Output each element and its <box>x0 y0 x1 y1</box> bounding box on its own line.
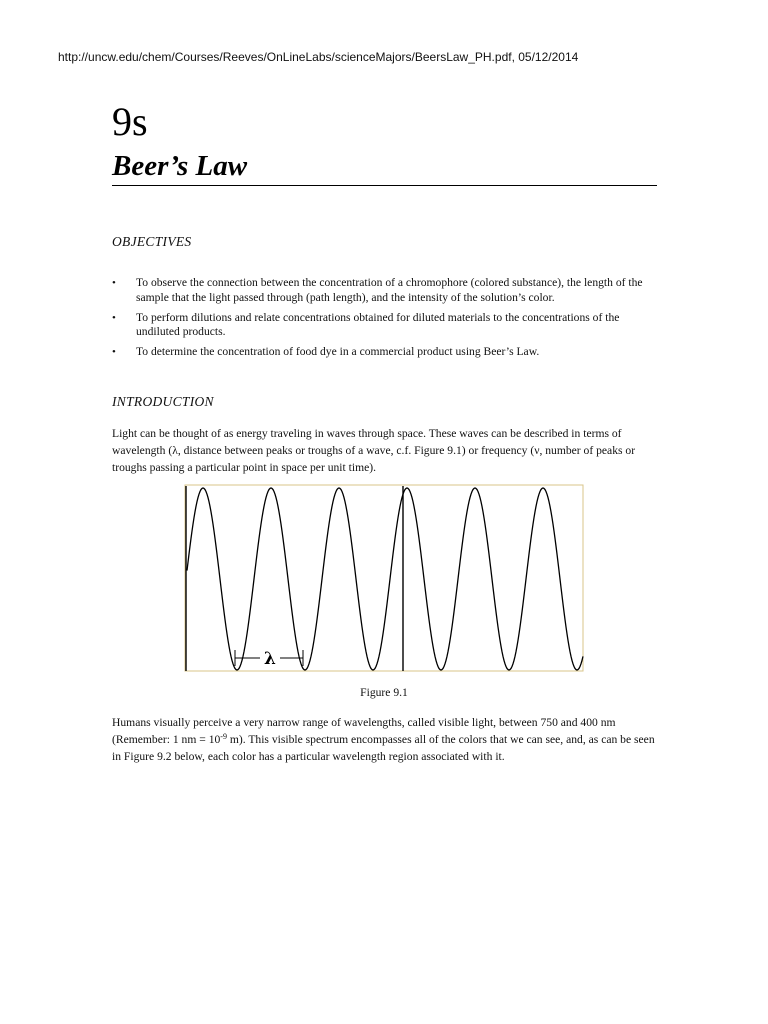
bullet-icon: • <box>112 311 116 324</box>
introduction-heading: INTRODUCTION <box>112 394 214 409</box>
visible-light-text-2: m). This visible spectrum encompasses all of the colors that we can see, and, as can be seen in Figure 9.2 below, each color has a particular wavelength region associated with it. <box>112 733 655 763</box>
bullet-icon: • <box>112 346 116 358</box>
objective-item <box>112 276 657 305</box>
exponent: -9 <box>220 732 227 741</box>
objective-text: To perform dilutions and relate concentrations obtained for diluted materials to the concentrations of the undiluted products. <box>136 310 620 338</box>
objective-text: To determine the concentration of food dye in a commercial product using Beer’s Law. <box>136 345 540 358</box>
objectives-list <box>112 276 657 365</box>
objective-item <box>112 311 657 340</box>
chapter-number: 9s <box>112 99 148 144</box>
figure-frame <box>185 485 583 671</box>
objective-text: To observe the connection between the concentration of a chromophore (colored substance), the length of the sample that the light passed through (path length), and the intensity of the solution’s color. <box>136 276 643 304</box>
visible-light-text-1: Humans visually perceive a very narrow range of wavelengths, called visible light, between 750 and 400 nm (Remember: 1 nm = 10 <box>112 716 616 746</box>
bullet-icon: • <box>112 277 116 289</box>
figure-caption: Figure 9.1 <box>360 686 408 699</box>
objectives-heading: OBJECTIVES <box>112 234 192 249</box>
introduction-paragraph: Light can be thought of as energy traveling in waves through space. These waves can be described in terms of wavelength (λ, distance between peaks or troughs of a wave, c.f. Figure 9.1) or frequency (ν, number of peaks or troughs passing a particular point in space per unit time). <box>112 427 636 474</box>
wave-figure <box>184 484 586 679</box>
visible-light-paragraph <box>112 714 657 765</box>
chapter-title: Beer’s Law <box>112 150 248 182</box>
source-url-header: http://uncw.edu/chem/Courses/Reeves/OnLineLabs/scienceMajors/BeersLaw_PH.pdf, 05/12/2014 <box>58 50 579 64</box>
lambda-label: λ <box>264 649 276 669</box>
objective-item <box>112 345 657 360</box>
sine-wave <box>187 488 583 670</box>
title-divider <box>112 185 657 186</box>
wave-diagram <box>184 484 586 674</box>
